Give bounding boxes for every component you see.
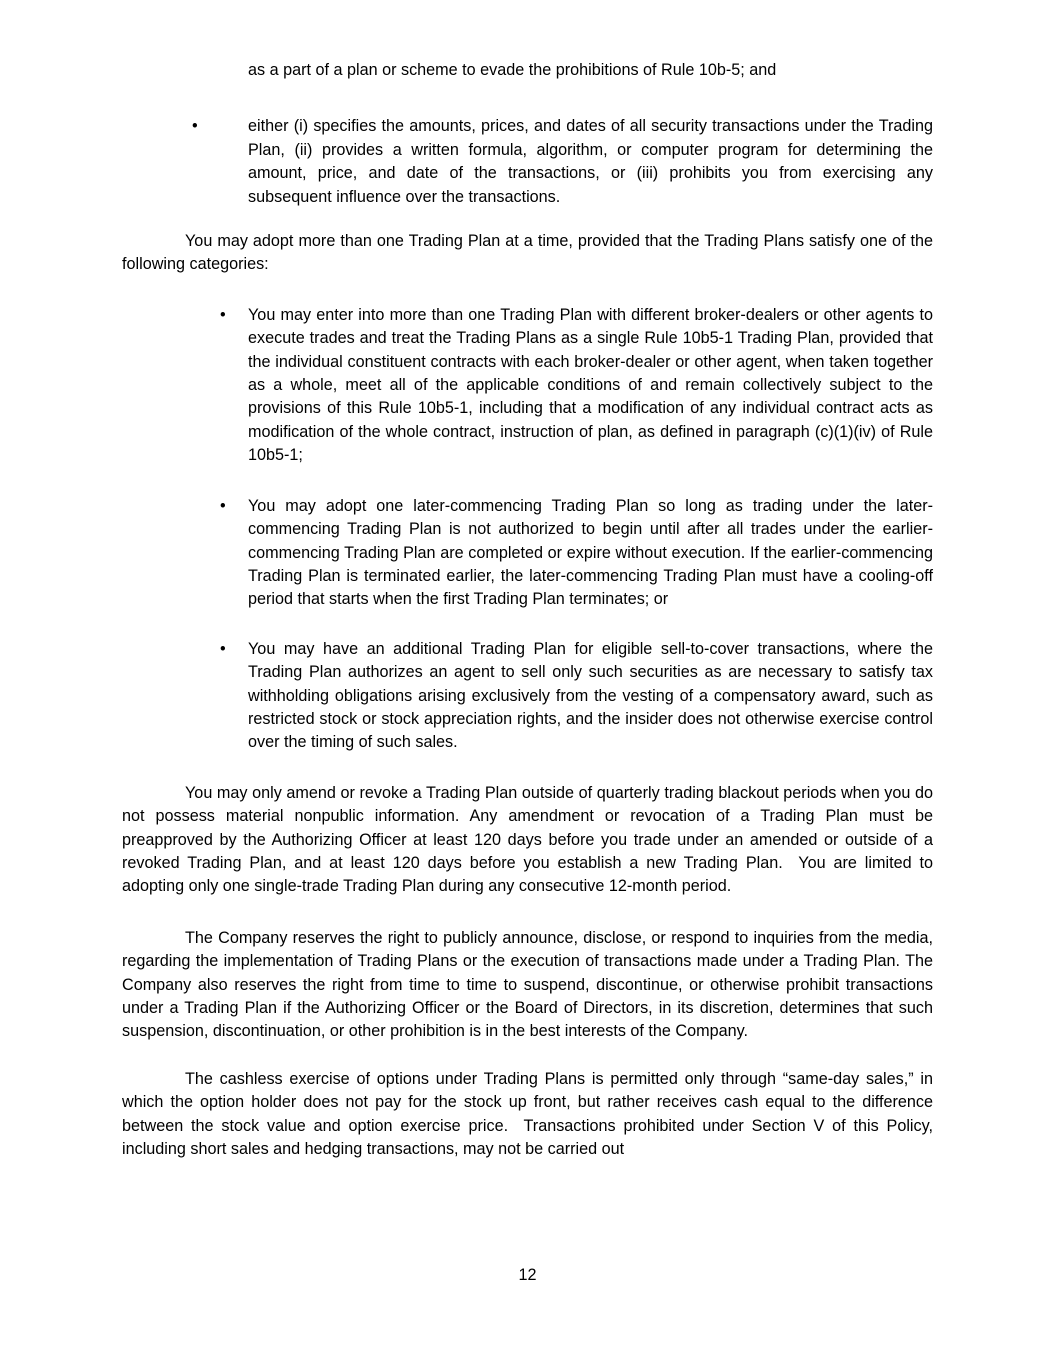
bullet-continuation-line: as a part of a plan or scheme to evade the prohibitions of Rule 10b-5; and	[248, 61, 777, 79]
bullet-icon: •	[220, 496, 226, 515]
bullet-item	[220, 495, 933, 612]
body-paragraph: The Company reserves the right to publicly announce, disclose, or respond to inquiries from the media, regarding the implementation of Trading Plans or the execution of transactions made under a Trading Plan. The Company also reserves the right from time to time to suspend, discontinue, or otherwise prohibit transactions under a Trading Plan if the Authorizing Officer or the Board of Directors, in its discretion, determines that such suspension, discontinuation, or other prohibition is in the best interests of the Company.	[122, 928, 933, 1041]
body-paragraph: You may adopt more than one Trading Plan at a time, provided that the Trading Plans satisfy one of the following categories:	[122, 232, 933, 274]
bullet-item-text: either (i) specifies the amounts, prices, and dates of all security transactions under the Trading Plan, (ii) provides a written formula, algorithm, or computer program for determining the amount, price, and date of the transactions, or (iii) prohibits you from exercising any subsequent influence over the transactions.	[248, 117, 933, 206]
body-paragraph: You may only amend or revoke a Trading Plan outside of quarterly trading blackout periods when you do not possess material nonpublic information. Any amendment or revocation of a Trading Plan must be preapproved by the Authorizing Officer at least 120 days before you trade under an amended or outside of a revoked Trading Plan, and at least 120 days before you establish a new Trading Plan. You are limited to adopting only one single-trade Trading Plan during any consecutive 12-month period.	[122, 783, 933, 896]
bullet-item-text: You may enter into more than one Trading Plan with different broker-dealers or other agents to execute trades and treat the Trading Plans as a single Rule 10b5-1 Trading Plan, provided that the individual constituent contracts with each broker-dealer or other agent, when taken together as a whole, meet all of the applicable conditions of and remain collectively subject to the provisions of this Rule 10b5-1, including that a modification of any individual contract acts as modification of the whole contract, instruction of plan, as defined in paragraph (c)(1)(iv) of Rule 10b5-1;	[248, 305, 933, 465]
bullet-item-text: You may adopt one later-commencing Trading Plan so long as trading under the later-commencing Trading Plan is not authorized to begin until after all trades under the earlier-commencing Trading Plan are completed or expire without execution. If the earlier-commencing Trading Plan is terminated earlier, the later-commencing Trading Plan must have a cooling-off period that starts when the first Trading Plan terminates; or	[248, 496, 933, 609]
bullet-icon: •	[220, 639, 226, 658]
bullet-item	[220, 304, 933, 468]
bullet-icon: •	[220, 305, 226, 324]
bullet-item-text: You may have an additional Trading Plan for eligible sell-to-cover transactions, where the Trading Plan authorizes an agent to sell only such securities as are necessary to satisfy tax withholding obligations arising exclusively from the vesting of a compensatory award, such as restricted stock or stock appreciation rights, and the insider does not otherwise exercise control over the timing of such sales.	[248, 639, 933, 752]
page-number: 12	[518, 1266, 537, 1284]
bullet-item	[220, 638, 933, 755]
bullet-item	[192, 115, 933, 209]
body-paragraph: The cashless exercise of options under Trading Plans is permitted only through “same-day sales,” in which the option holder does not pay for the stock up front, but rather receives cash equal to the difference between the stock value and option exercise price. Transactions prohibited under Section V of this Policy, including short sales and hedging transactions, may not be carried out	[122, 1069, 933, 1159]
bullet-icon: •	[192, 117, 198, 136]
